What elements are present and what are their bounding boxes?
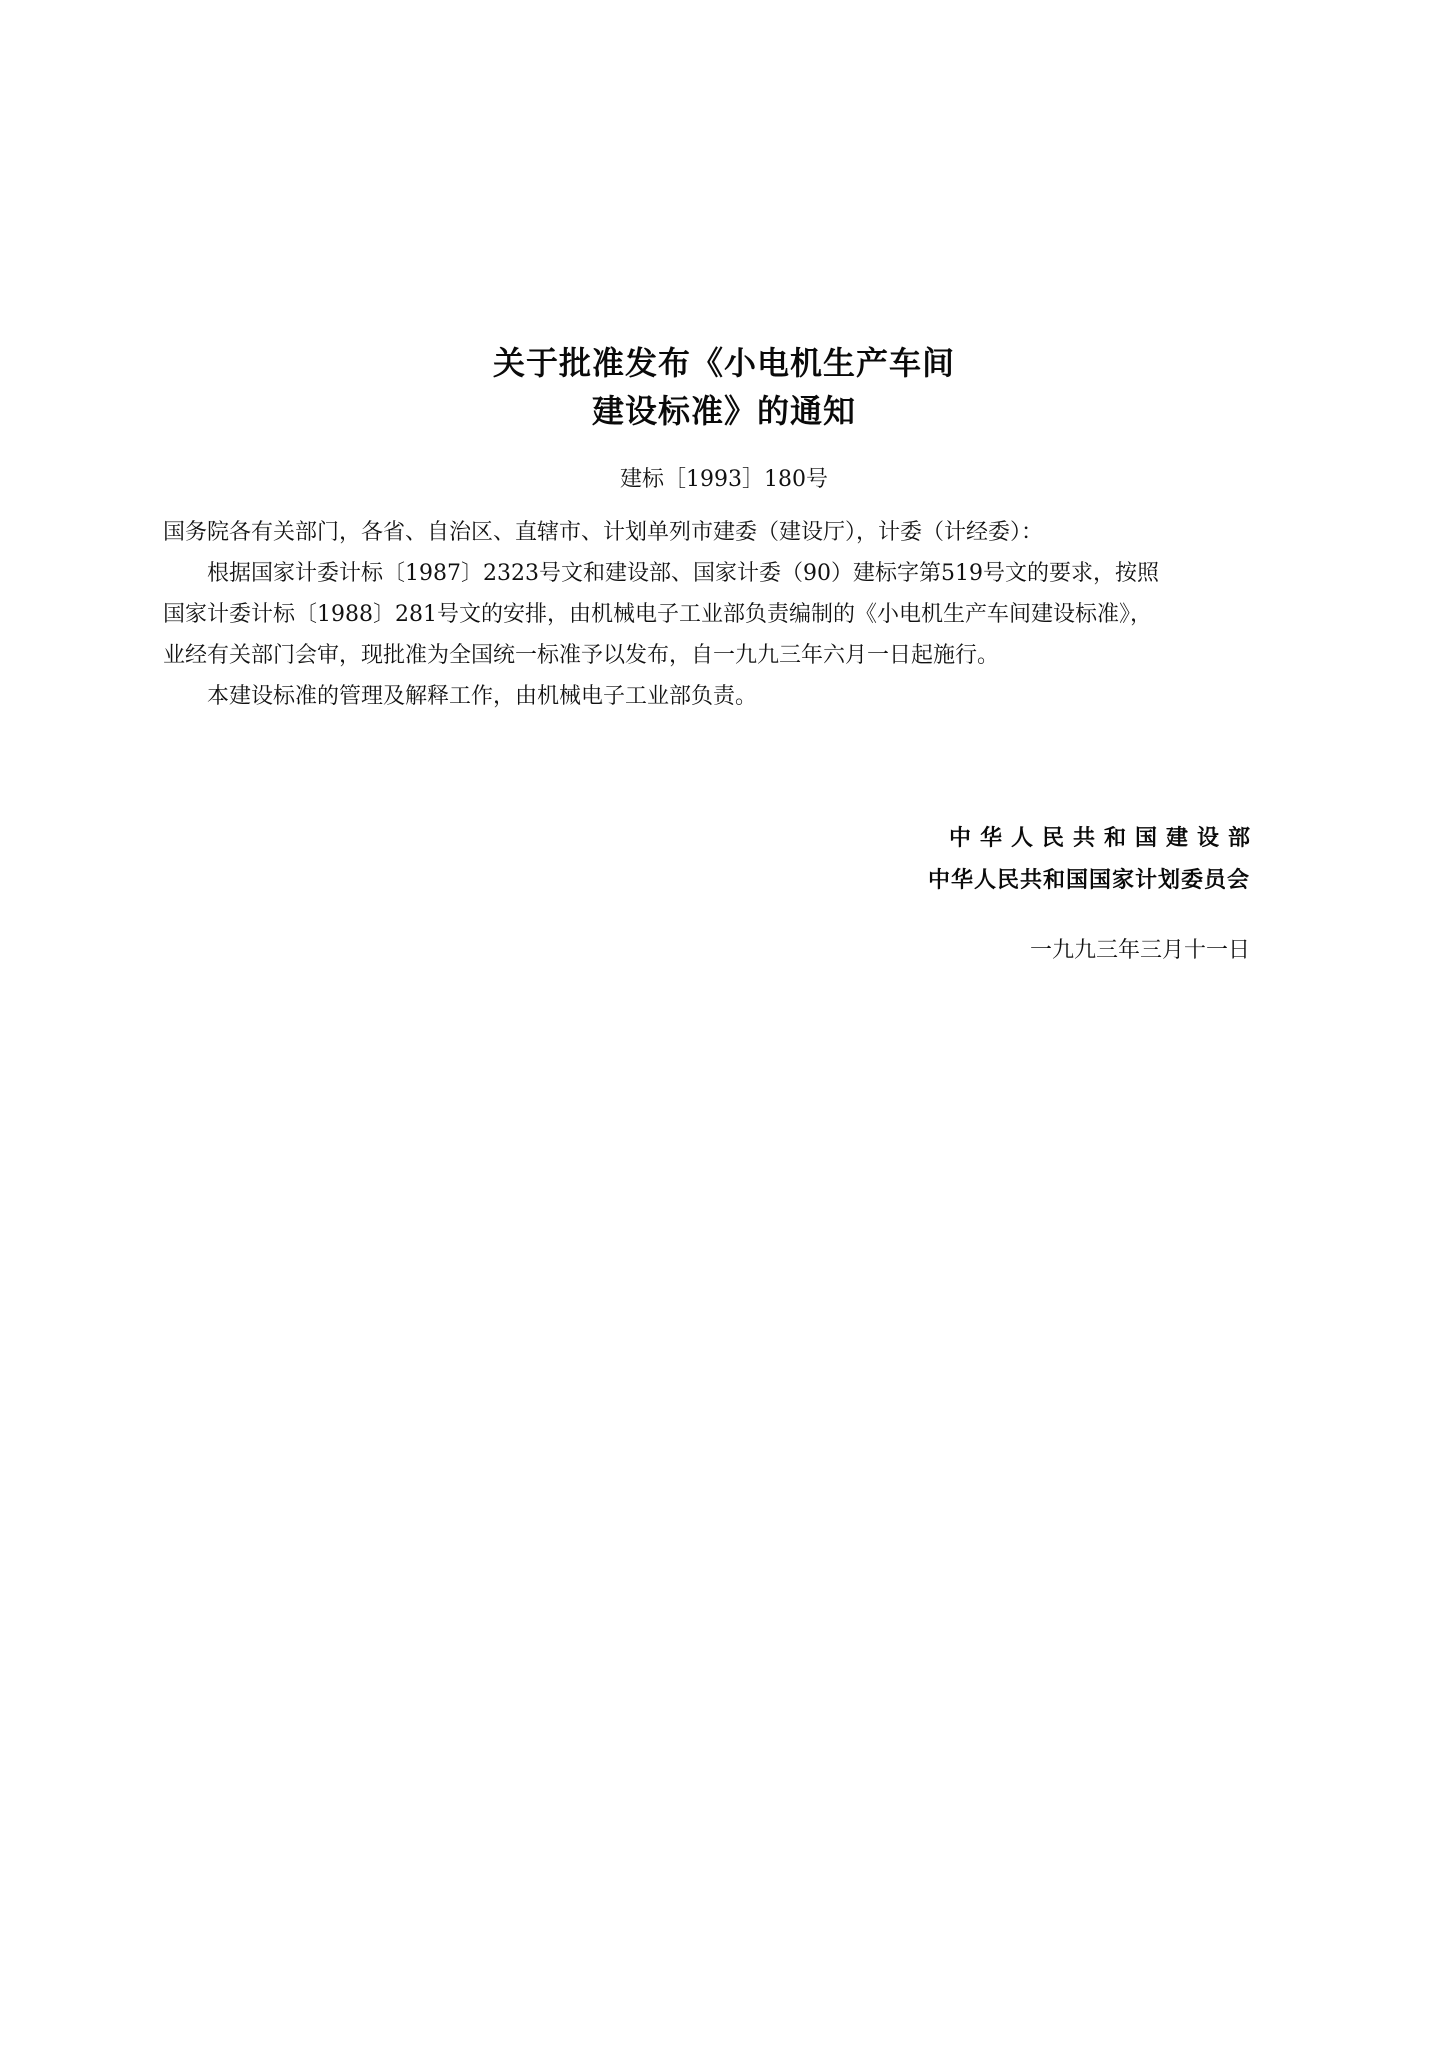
paragraph-1-line-1: 根据国家计委计标〔1987〕2323号文和建设部、国家计委（90）建标字第519号文的要求，按照	[207, 561, 1159, 586]
paragraph-1-line-3: 业经有关部门会审，现批准为全国统一标准予以发布，自一九九三年六月一日起施行。	[163, 643, 1000, 668]
paragraph-1-line-2: 国家计委计标〔1988〕281号文的安排，由机械电子工业部负责编制的《小电机生产车间建设标准》，	[163, 602, 1152, 627]
addressee-line: 国务院各有关部门，各省、自治区、直辖市、计划单列市建委（建设厅），计委（计经委）：	[163, 520, 1044, 545]
issuer-block	[927, 818, 1259, 902]
issuer-state-planning-commission: 中华人民共和国国家计划委员会	[927, 868, 1250, 893]
document-title-line-1: 关于批准发布《小电机生产车间	[492, 344, 955, 382]
paragraph-2: 本建设标准的管理及解释工作，由机械电子工业部负责。	[207, 684, 758, 709]
document-title-line-2: 建设标准》的通知	[591, 392, 856, 430]
issue-date: 一九九三年三月十一日	[1029, 938, 1250, 963]
issuer-ministry-of-construction: 中华人民共和国建设部	[948, 826, 1259, 851]
document-body	[163, 512, 1313, 717]
document-number: 建标［1993］180号	[620, 467, 828, 492]
